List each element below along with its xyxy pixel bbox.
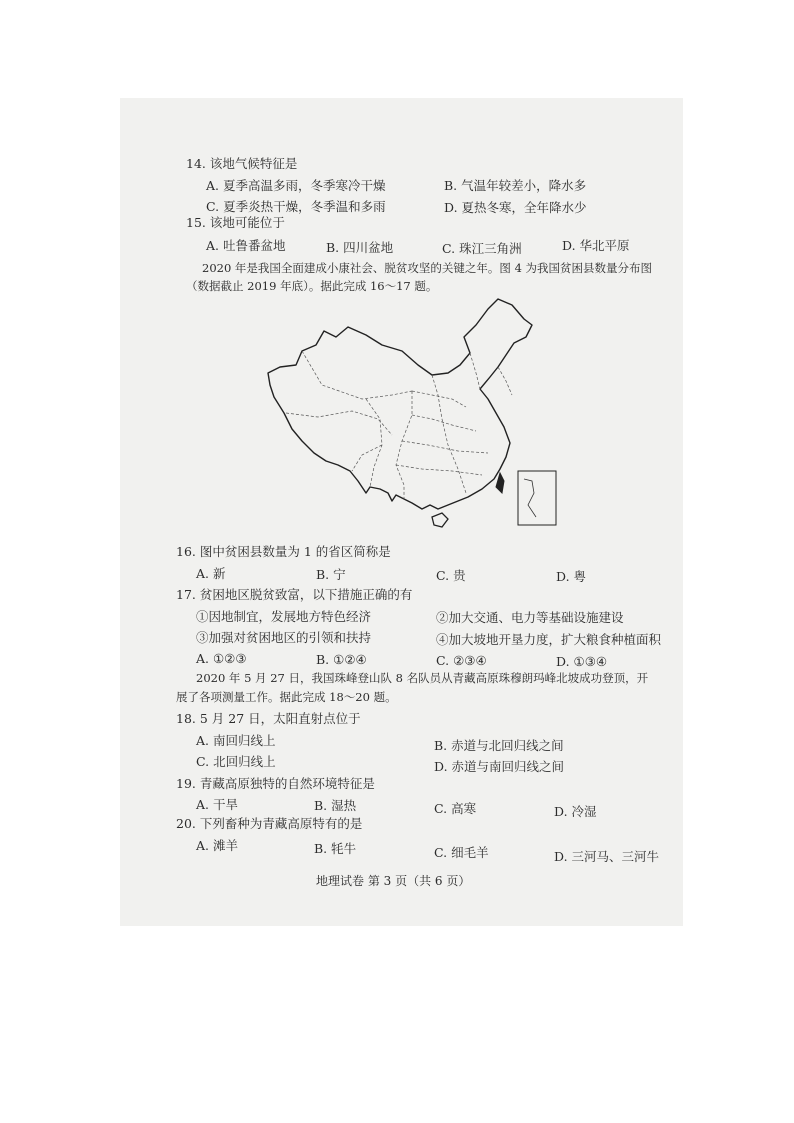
q14-option-c: C. 夏季炎热干燥，冬季温和多雨 — [206, 199, 386, 214]
taiwan-island — [496, 473, 504, 493]
hainan-island — [432, 513, 448, 527]
q20-stem: 20. 下列畜种为青藏高原特有的是 — [176, 816, 363, 831]
province-border — [352, 445, 382, 471]
q20-option-b: B. 牦牛 — [314, 841, 357, 856]
q20-option-d: D. 三河马、三河牛 — [554, 849, 660, 864]
q20-option-c: C. 细毛羊 — [434, 845, 489, 860]
q17-choice-2: ②加大交通、电力等基础设施建设 — [436, 610, 624, 625]
intro-18-20-line2: 展了各项测量工作。据此完成 18～20 题。 — [176, 690, 397, 704]
china-outline — [268, 299, 532, 509]
province-border — [302, 351, 412, 399]
province-border — [470, 353, 480, 389]
q19-option-a: A. 干旱 — [196, 797, 238, 812]
q15-option-a: A. 吐鲁番盆地 — [206, 238, 286, 253]
q14-option-b: B. 气温年较差小，降水多 — [444, 178, 587, 193]
q17-option-b: B. ①②④ — [316, 652, 367, 667]
province-border — [286, 411, 392, 435]
province-border — [432, 375, 466, 493]
q19-stem: 19. 青藏高原独特的自然环境特征是 — [176, 776, 375, 791]
intro-16-17-line2: （数据截止 2019 年底）。据此完成 16～17 题。 — [186, 279, 438, 293]
intro-16-17-line1: 2020 年是我国全面建成小康社会、脱贫攻坚的关键之年。图 4 为我国贫困县数量分布图 — [202, 261, 653, 275]
q14-option-d: D. 夏热冬寒，全年降水少 — [444, 200, 587, 215]
province-border — [396, 465, 482, 475]
q15-option-d: D. 华北平原 — [562, 238, 630, 253]
q18-option-a: A. 南回归线上 — [196, 733, 276, 748]
south-china-sea-inset — [518, 471, 556, 525]
q20-option-a: A. 滩羊 — [196, 838, 238, 853]
q18-option-b: B. 赤道与北回归线之间 — [434, 738, 564, 753]
q14-option-a: A. 夏季高温多雨，冬季寒冷干燥 — [206, 178, 386, 193]
q16-option-d: D. 粤 — [556, 569, 587, 584]
q17-option-a: A. ①②③ — [196, 651, 247, 666]
q17-option-d: D. ①③④ — [556, 654, 608, 669]
q18-option-c: C. 北回归线上 — [196, 754, 276, 769]
page-footer: 地理试卷 第 3 页（共 6 页） — [316, 874, 471, 888]
q16-option-c: C. 贵 — [436, 568, 466, 583]
q18-stem: 18. 5 月 27 日，太阳直射点位于 — [176, 711, 361, 726]
q17-choice-4: ④加大坡地开垦力度，扩大粮食种植面积 — [436, 632, 662, 647]
q18-option-d: D. 赤道与南回归线之间 — [434, 759, 565, 774]
province-border — [412, 391, 466, 407]
q14-stem: 14. 该地气候特征是 — [186, 156, 298, 171]
province-border — [396, 391, 412, 499]
china-poverty-county-map — [262, 295, 562, 535]
province-border — [498, 367, 512, 395]
q17-stem: 17. 贫困地区脱贫致富，以下措施正确的有 — [176, 587, 413, 602]
q19-option-b: B. 湿热 — [314, 798, 357, 813]
q17-choice-3: ③加强对贫困地区的引领和扶持 — [196, 630, 372, 645]
q15-option-c: C. 珠江三角洲 — [442, 241, 522, 256]
q16-option-b: B. 宁 — [316, 567, 346, 582]
province-border — [402, 441, 488, 453]
q19-option-c: C. 高寒 — [434, 801, 477, 816]
q15-option-b: B. 四川盆地 — [326, 240, 394, 255]
q16-stem: 16. 图中贫困县数量为 1 的省区简称是 — [176, 544, 391, 559]
intro-18-20-line1: 2020 年 5 月 27 日，我国珠峰登山队 8 名队员从青藏高原珠穆朗玛峰北坡成功登顶，开 — [196, 671, 649, 685]
province-border — [366, 399, 382, 487]
q15-stem: 15. 该地可能位于 — [186, 215, 285, 230]
q16-option-a: A. 新 — [196, 566, 226, 581]
q19-option-d: D. 冷湿 — [554, 804, 597, 819]
q17-option-c: C. ②③④ — [436, 653, 487, 668]
q17-choice-1: ①因地制宜，发展地方特色经济 — [196, 609, 372, 624]
